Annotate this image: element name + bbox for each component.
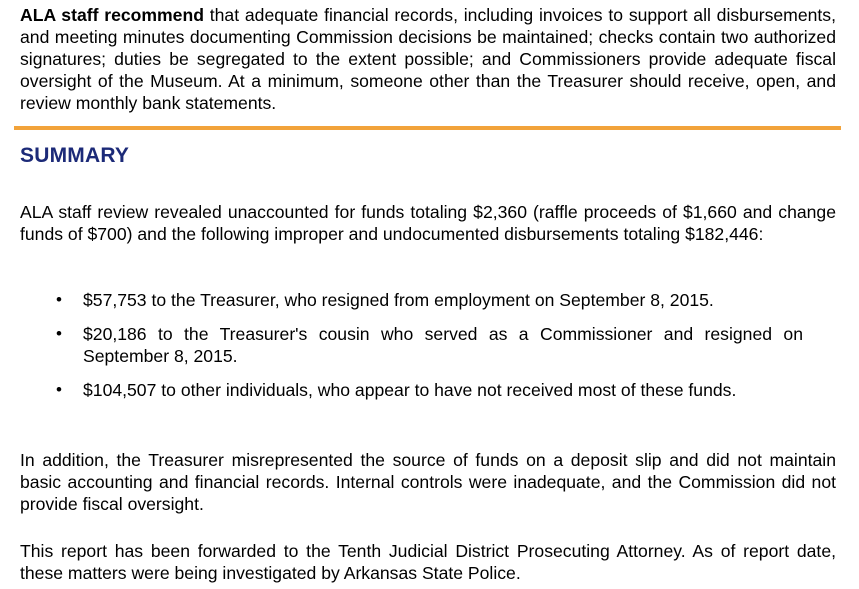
recommendation-text: that adequate financial records, including invoices to support all disbursements, and meeting minutes documenting Commission decisions be maintained; checks contain two authorized signatures; duties be segregated to the extent possible; and Commissioners provide adequate fiscal oversight of the Museum. At a minimum, someone other than the Treasurer should receive, open, and review monthly bank statements. bbox=[20, 5, 836, 113]
recommendation-paragraph bbox=[20, 4, 836, 114]
section-divider bbox=[14, 126, 841, 130]
recommendation-lead: ALA staff recommend bbox=[20, 5, 204, 25]
disbursement-list bbox=[20, 289, 836, 401]
summary-heading: SUMMARY bbox=[20, 144, 130, 167]
bullet-marker: • bbox=[56, 380, 62, 399]
bullet-marker: • bbox=[56, 290, 62, 309]
summary-paragraph-1: ALA staff review revealed unaccounted for funds totaling $2,360 (raffle proceeds of $1,660 and change funds of $700) and the following improper and undocumented disbursements totaling $182,446: bbox=[20, 202, 836, 244]
summary-paragraph-2: In addition, the Treasurer misrepresented the source of funds on a deposit slip and did not maintain basic accounting and financial records. Internal controls were inadequate, and the Commission did not provide fiscal oversight. bbox=[20, 450, 836, 514]
list-item-text: $104,507 to other individuals, who appear to have not received most of these funds. bbox=[83, 380, 737, 400]
bullet-marker: • bbox=[56, 324, 62, 343]
list-item bbox=[20, 379, 803, 401]
list-item-text: $20,186 to the Treasurer's cousin who served as a Commissioner and resigned on September 8, 2015. bbox=[83, 324, 803, 366]
list-item bbox=[20, 289, 803, 311]
list-item bbox=[20, 323, 803, 367]
summary-paragraph-3: This report has been forwarded to the Tenth Judicial District Prosecuting Attorney. As of report date, these matters were being investigated by Arkansas State Police. bbox=[20, 541, 836, 583]
list-item-text: $57,753 to the Treasurer, who resigned from employment on September 8, 2015. bbox=[83, 290, 714, 310]
